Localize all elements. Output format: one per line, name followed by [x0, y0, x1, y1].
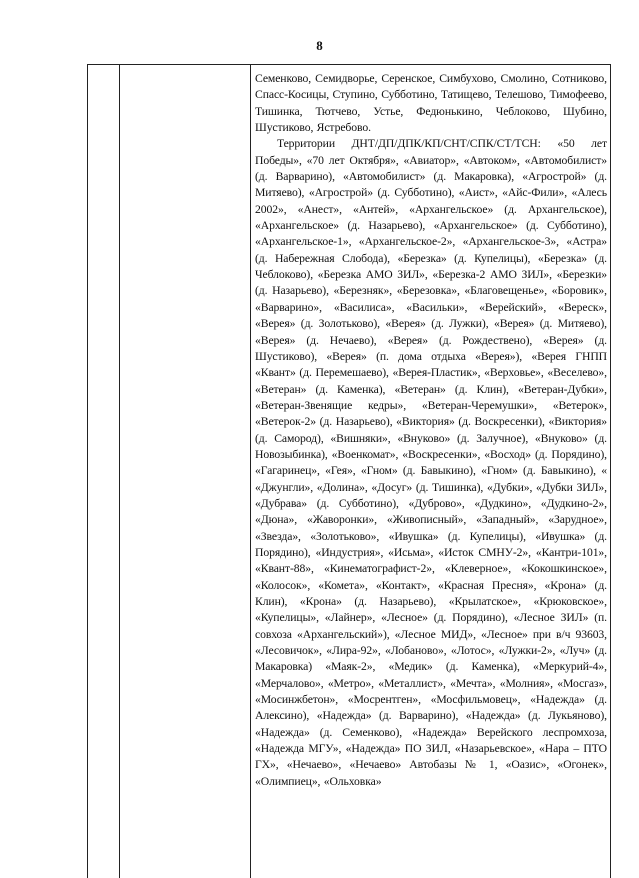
- page-number: 8: [316, 38, 323, 53]
- settlements-list-paragraph: Семенково, Семидворье, Серенское, Симбухово, Смолино, Сотниково, Спасс-Косицы, Ступино, Субботино, Татищево, Телешово, Тимофеево, Тишинка, Тютчево, Устье, Федюнькино, Чеблоково, Шубино, Шустиково, Ястребово.: [255, 72, 607, 135]
- table-column-name: [120, 65, 251, 878]
- table-cell-settlements: [251, 65, 610, 878]
- table-column-number: [88, 65, 120, 878]
- document-table: [87, 64, 611, 878]
- territories-list-paragraph: Территории ДНТ/ДП/ДПК/КП/СНТ/СПК/СТ/ТСН: «50 лет Победы», «70 лет Октября», «Авиатор», «Автоком», «Автомобилист» (д. Варварино), «Автомобилист» (д. Макаровка), «Агрострой» (д. Митяево), «Агрострой» (д. Субботино), «Аист», «Айс-Фили», «Алесь 2002», «Анест», «Антей», «Архангельское» (д. Архангельское), «Архангельское» (д. Назарьево), «Архангельское» (д. Субботино), «Архангельское-1», «Архангельское-2», «Архангельское-3», «Астра» (д. Набережная Слобода), «Березка» (д. Купелицы), «Березка» (д. Чеблоково), «Березка АМО ЗИЛ», «Березка-2 АМО ЗИЛ», «Березки» (д. Назарьево), «Березняк», «Березовка», «Благовещенье», «Боровик», «Варварино», «Василиса», «Васильки», «Верейский», «Вереск», «Верея» (д. Золотьково), «Верея» (д. Лужки), «Верея» (д. Митяево), «Верея» (д. Нечаево), «Верея» (д. Рождествено), «Верея» (д. Шустиково), «Верея» (п. дома отдыха «Верея»), «Верея ГНПП «Квант» (д. Перемешаево), «Верея-Пластик», «Верховье», «Веселево», «Ветеран» (д. Каменка), «Ветеран» (д. Клин), «Ветеран-Дубки», «Ветеран-Звенящие кедры», «Ветеран-Черемушки», «Ветерок», «Ветерок-2» (д. Назарьево), «Виктория» (д. Воскресенки), «Виктория» (д. Самород), «Вишняки», «Внуково» (д. Залучное), «Внуково» (д. Новозыбинка), «Военкомат», «Воскресенки», «Восход» (д. Порядино), «Гагаринец», «Гея», «Гном» (д. Бавыкино), «Гном» (д. Бавыкино), « «Джунгли», «Долина», «Досуг» (д. Тишинка), «Дубки», «Дубки ЗИЛ», «Дубрава» (д. Субботино), «Дуброво», «Дудкино», «Дудкино-2», «Дюна», «Жаворонки», «Живописный», «Западный», «Зарудное», «Звезда», «Золотьково», «Ивушка» (д. Купелицы), «Ивушка» (д. Порядино), «Индустрия», «Исьма», «Исток СМНУ-2», «Кантри-101», «Квант-88», «Кинематографист-2», «Клеверное», «Кокошкинское», «Колосок», «Комета», «Контакт», «Красная Пресня», «Крона» (д. Клин), «Крона» (д. Назарьево), «Крылатское», «Крюковское», «Купелицы», «Лайнер», «Лесное» (д. Порядино), «Лесное ЗИЛ» (п. совхоза «Архангельский»), «Лесное МИД», «Лесное» при в/ч 93603, «Лесовичок», «Лира-92», «Лобаново», «Лотос», «Лужки-2», «Луч» (д. Макаровка) «Маяк-2», «Медик» (д. Каменка), «Меркурий-4», «Мерчалово», «Метро», «Металлист», «Мечта», «Молния», «Мосгаз», «Мосинжбетон», «Мосрентген», «Мосфильмовец», «Надежда» (д. Алексино), «Надежда» (д. Варварино), «Надежда» (д. Лукьяново), «Надежда» (д. Семенково), «Надежда» Верейского леспромхоза, «Надежда МГУ», «Надежда» ПО ЗИЛ, «Назарьевское», «Нара – ПТО ГХ», «Нечаево», «Нечаево» Автобазы № 1, «Оазис», «Огонек», «Олимпиец», «Ольховка»: [255, 137, 607, 788]
